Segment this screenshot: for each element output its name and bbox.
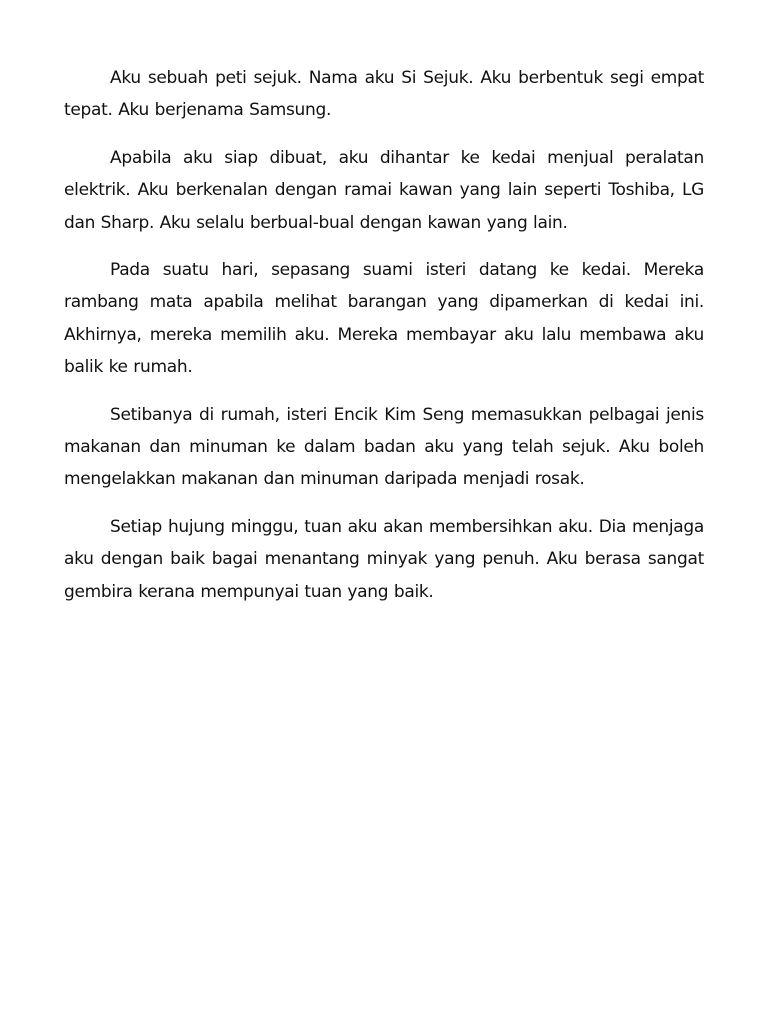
paragraph-2: Apabila aku siap dibuat, aku dihantar ke kedai menjual peralatan elektrik. Aku berkenalan dengan ramai kawan yang lain seperti Toshiba, LG dan Sharp. Aku selalu berbual-bual dengan kawan yang lain. bbox=[64, 147, 704, 233]
paragraph-5: Setiap hujung minggu, tuan aku akan membersihkan aku. Dia menjaga aku dengan baik bagai menantang minyak yang penuh. Aku berasa sangat gembira kerana mempunyai tuan yang baik. bbox=[64, 516, 704, 602]
paragraph-4: Setibanya di rumah, isteri Encik Kim Seng memasukkan pelbagai jenis makanan dan minuman ke dalam badan aku yang telah sejuk. Aku boleh mengelakkan makanan dan minuman daripada menjadi rosak. bbox=[64, 404, 704, 490]
paragraph-1: Aku sebuah peti sejuk. Nama aku Si Sejuk. Aku berbentuk segi empat tepat. Aku berjenama Samsung. bbox=[64, 68, 704, 121]
paragraph-3: Pada suatu hari, sepasang suami isteri datang ke kedai. Mereka rambang mata apabila melihat barangan yang dipamerkan di kedai ini. Akhirnya, mereka memilih aku. Mereka membayar aku lalu membawa aku balik ke rumah. bbox=[64, 260, 704, 378]
